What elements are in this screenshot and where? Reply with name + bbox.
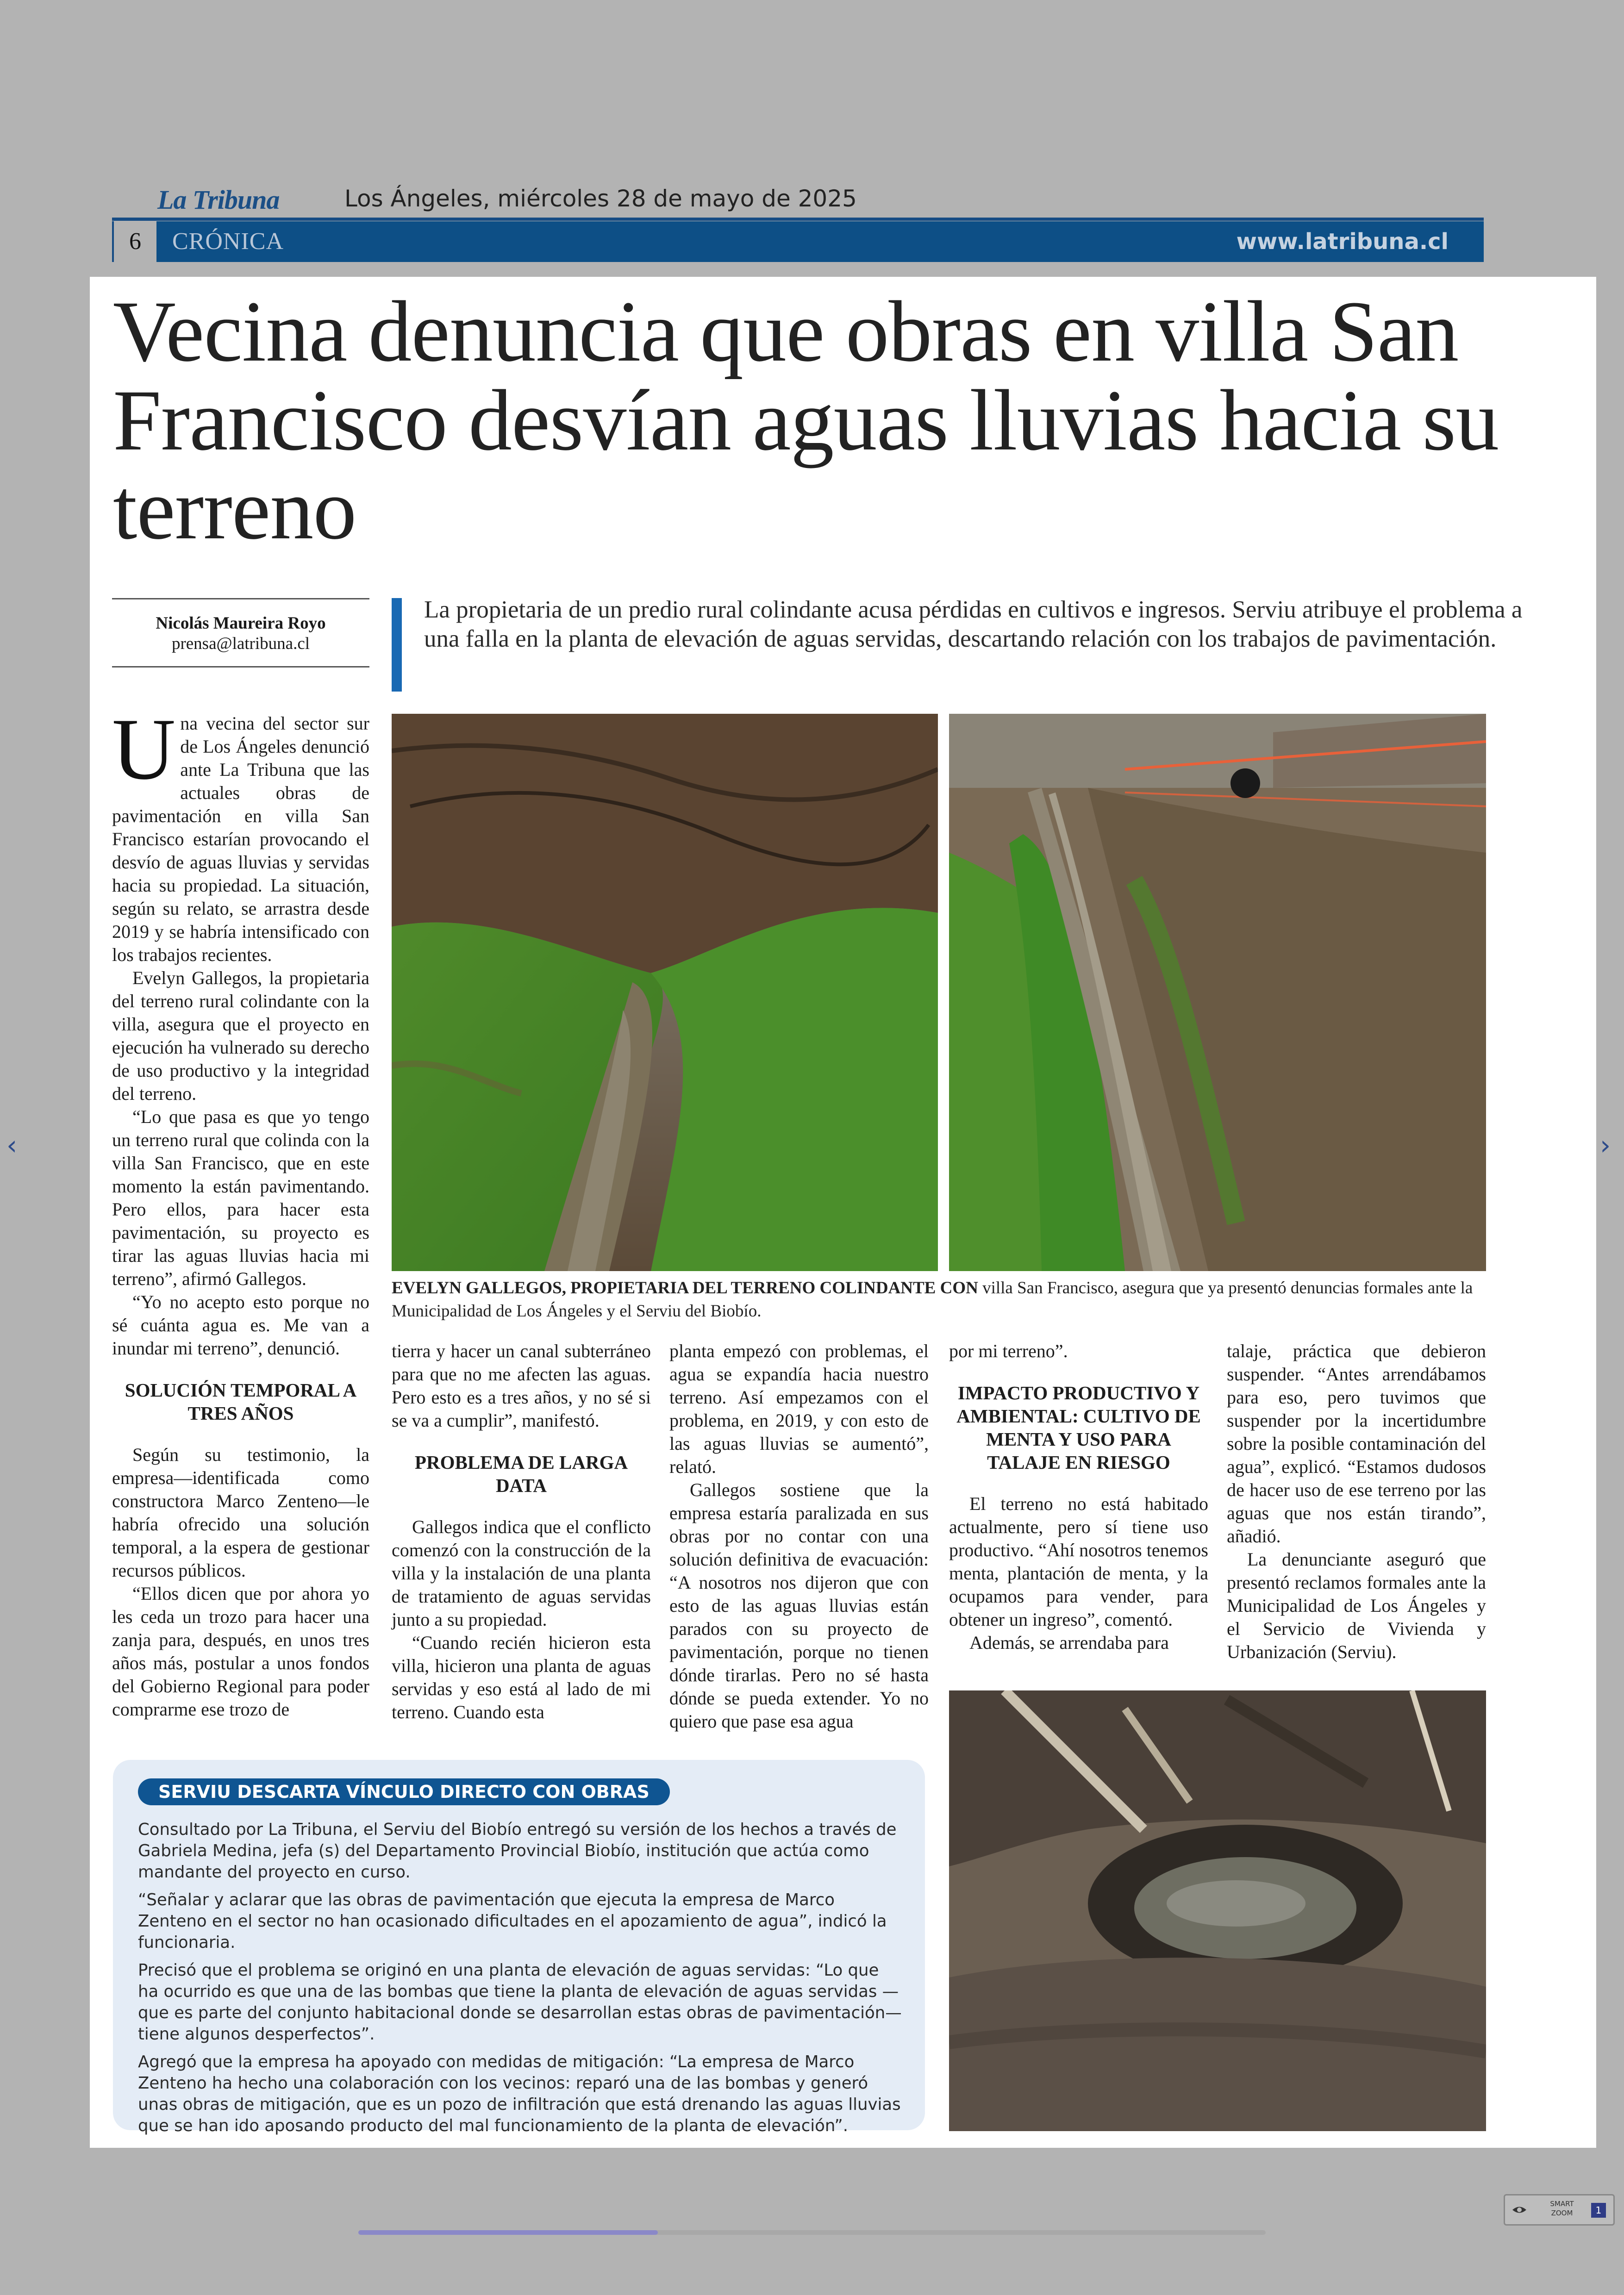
caption-text: villa San Francisco, asegura que ya presentó denuncias formales ante la Municipalidad de Los Ángeles y el Serviu del Biobío. xyxy=(392,1278,1473,1321)
lead-accent-bar xyxy=(392,598,402,692)
paragraph: “Yo no acepto esto porque no sé cuánta agua es. Me van a inundar mi terreno”, denunció. xyxy=(112,1291,369,1359)
subheading: IMPACTO PRODUCTIVO Y AMBIENTAL: CULTIVO DE MENTA Y USO PARA TALAJE EN RIESGO xyxy=(956,1382,1201,1473)
paragraph: Además, se arrendaba para xyxy=(969,1632,1169,1653)
byline xyxy=(112,598,369,667)
article-column-4 xyxy=(949,1340,1208,1654)
paragraph: Según su testimonio, la empresa—identificada como constructora Marco Zenteno—le habría ofrecido una solución temporal, a la espera de gestionar recursos públicos. xyxy=(112,1444,369,1581)
article-column-5 xyxy=(1227,1340,1486,1664)
scrollbar-thumb[interactable] xyxy=(358,2230,658,2235)
smart-zoom-button[interactable] xyxy=(1504,2194,1615,2226)
headline: Vecina denuncia que obras en villa San Francisco desvían aguas lluvias hacia su terreno xyxy=(113,283,1499,557)
article-column-1 xyxy=(112,701,369,1721)
article-column-3 xyxy=(669,1340,929,1733)
paragraph: tierra y hacer un canal subterráneo para que no me afecten las aguas. Pero esto es a tres años, y no sé si se va a cumplir”, manifestó. xyxy=(392,1341,651,1431)
serviu-sidebar-box xyxy=(113,1760,925,2135)
caption-lead: EVELYN GALLEGOS, PROPIETARIA DEL TERRENO COLINDANTE CON xyxy=(392,1278,978,1297)
article-lead: La propietaria de un predio rural colindante acusa pérdidas en cultivos e ingresos. Serviu atribuye el problema a una falla en la planta de elevación de aguas servidas, descartando relación con los trabajos de pavimentación. xyxy=(424,596,1523,652)
author-name: Nicolás Maureira Royo xyxy=(156,614,326,633)
sidebar-paragraph: Agregó que la empresa ha apoyado con medidas de mitigación: “La empresa de Marco Zenteno ha hecho una colaboración con los vecinos: reparó una de las bombas y generó unas obras de mitigación, que es un pozo de infiltración que está drenando las aguas lluvias que se han ido aposando producto del mal funcionamiento de la planta de elevación”. xyxy=(138,2052,901,2135)
paragraph: “Ellos dicen que por ahora yo les ceda un trozo para hacer una zanja para, después, en unos tres años más, postular a unos fondos del Gobierno Regional para poder comprarme ese trozo de xyxy=(112,1583,369,1720)
photo-drainage-ditch-right xyxy=(949,714,1486,1271)
next-page-arrow-icon[interactable]: › xyxy=(1600,1129,1611,1161)
paragraph: talaje, práctica que debieron suspender. “Antes arrendábamos para eso, pero tuvimos que suspender por la incertidumbre sobre la posible contaminación del agua”, explicó. “Estamos dudosos de hacer uso de ese terreno por las aguas que nos están tirando”, añadió. xyxy=(1227,1341,1486,1547)
photo-caption xyxy=(392,1277,1493,1323)
author-email: prensa@latribuna.cl xyxy=(171,634,310,653)
paragraph: La denunciante aseguró que presentó reclamos formales ante la Municipalidad de Los Ángeles y el Servicio de Vivienda y Urbanización (Serviu). xyxy=(1227,1549,1486,1662)
paragraph: na vecina del sector sur de Los Ángeles denunció ante La Tribuna que las actuales obras de pavimentación en villa San Francisco estarían provocando el desvío de aguas lluvias y servidas hacia su propiedad. La situación, según su relato, se arrastra desde 2019 y se habría intensificado con los trabajos recientes. xyxy=(112,713,369,965)
newspaper-logo: La Tribuna xyxy=(157,185,280,215)
sidebar-box-body xyxy=(138,1819,902,2143)
paragraph: Evelyn Gallegos, la propietaria del terreno rural colindante con la villa, asegura que el proyecto en ejecución ha vulnerado su derecho de uso productivo y la integridad del terreno. xyxy=(112,967,369,1104)
page-scrollbar[interactable] xyxy=(358,2230,1266,2235)
photo-infiltration-pit xyxy=(949,1690,1486,2131)
sidebar-paragraph: “Señalar y aclarar que las obras de pavimentación que ejecuta la empresa de Marco Zenteno en el sector no han ocasionado dificultades en el apozamiento de agua”, indicó la funcionaria. xyxy=(138,1890,887,1952)
article-column-2 xyxy=(392,1340,651,1724)
paragraph: por mi terreno”. xyxy=(949,1341,1068,1361)
zoom-level-badge: 1 xyxy=(1591,2203,1606,2218)
sidebar-paragraph: Precisó que el problema se originó en una planta de elevación de aguas servidas: “Lo que ha ocurrido es que una de las bombas que tiene la planta de elevación de aguas servidas —que es parte del conjunto habitacional donde se desarrollan estas obras de pavimentación— tiene algunos desperfectos”. xyxy=(138,1961,902,2044)
photo-drainage-ditch-left xyxy=(392,714,938,1271)
section-bar xyxy=(112,221,1484,262)
paragraph: “Lo que pasa es que yo tengo un terreno rural que colinda con la villa San Francisco, que en este momento la están pavimentando. Pero ellos, para hacer esta pavimentación, su proyecto es tirar las aguas lluvias hacia mi terreno”, afirmó Gallegos. xyxy=(112,1106,369,1289)
sidebar-box-title: SERVIU DESCARTA VÍNCULO DIRECTO CON OBRAS xyxy=(138,1778,670,1805)
newspaper-page xyxy=(90,277,1596,2148)
smart-zoom-label: SMART ZOOM xyxy=(1550,2200,1574,2217)
subheading: PROBLEMA DE LARGA DATA xyxy=(414,1452,628,1496)
page-number: 6 xyxy=(112,221,156,262)
paragraph: planta empezó con problemas, el agua se expandía hacia nuestro terreno. Así empezamos con el problema, en 2019, y con esto de las aguas lluvias se aumentó”, relató. xyxy=(669,1341,929,1477)
previous-page-arrow-icon[interactable]: ‹ xyxy=(6,1129,18,1161)
website-url: www.latribuna.cl xyxy=(1236,229,1449,255)
subheading: SOLUCIÓN TEMPORAL A TRES AÑOS xyxy=(125,1379,357,1424)
issue-date: Los Ángeles, miércoles 28 de mayo de 2025 xyxy=(344,185,857,212)
section-name: CRÓNICA xyxy=(172,228,284,255)
drop-cap: U xyxy=(112,701,176,798)
paragraph: Gallegos sostiene que la empresa estaría paralizada en sus obras por no contar con una solución definitiva de evacuación: “A nosotros nos dijeron que con esto de las aguas lluvias están parados con su proyecto de pavimentación, porque no tienen dónde tirarlas. Pero no sé hasta dónde se pueda extender. Yo no quiero que pase esa agua xyxy=(669,1479,929,1732)
eye-icon xyxy=(1512,2203,1527,2217)
header-rule xyxy=(112,218,1484,221)
sidebar-paragraph: Consultado por La Tribuna, el Serviu del Biobío entregó su versión de los hechos a través de Gabriela Medina, jefa (s) del Departamento Provincial Biobío, institución que actúa como mandante del proyecto en curso. xyxy=(138,1820,897,1882)
paragraph: El terreno no está habitado actualmente, pero sí tiene uso productivo. “Ahí nosotros tenemos menta, plantación de menta, y la ocupamos para vender, para obtener un ingreso”, comentó. xyxy=(949,1493,1208,1630)
paragraph: Gallegos indica que el conflicto comenzó con la construcción de la villa y la instalación de una planta de tratamiento de aguas servidas junto a su propiedad. xyxy=(392,1516,651,1630)
paragraph: “Cuando recién hicieron esta villa, hicieron una planta de aguas servidas y eso está al lado de mi terreno. Cuando esta xyxy=(392,1632,651,1722)
